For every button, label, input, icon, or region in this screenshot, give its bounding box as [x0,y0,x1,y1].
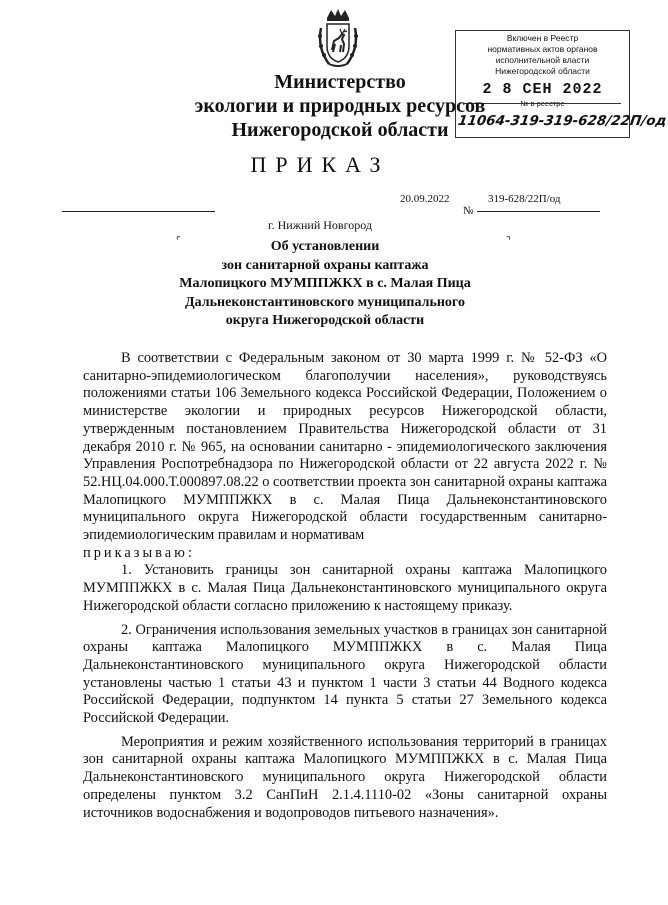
stamp-line-4: Нижегородской области [495,66,590,76]
paragraph-item-1: 1. Установить границы зон санитарной охраны каптажа Малопицкого МУМППЖКХ в с. Малая Пица Дальнеконстантиновского муниципального округа Нижегородской области согласно приложению к настоящему приказу. [83,562,607,614]
document-title [160,238,490,331]
city-name: г. Нижний Новгород [268,218,372,232]
ministry-line-2: экологии и природных ресурсов [194,95,486,117]
corner-mark-right: ⌝ [506,236,511,247]
paragraph-measures: Мероприятия и режим хозяйственного использования территорий в границах зон санитарной охраны каптажа Малопицкого МУМППЖКХ в с. Малая Пица Дальнеконстантиновского муниципального округа Нижегородской области определены пунктом 3.2 СанПиН 2.1.4.1110-02 «Зоны санитарной охраны источников водоснабжения и водопроводов питьевого назначения». [83,733,607,821]
paragraph-preamble: В соответствии с Федеральным законом от 30 марта 1999 г. № 52-ФЗ «О санитарно-эпидемиологическом благополучии населения», руководствуясь положениями статьи 106 Земельного кодекса Российской Федерации, Положением о министерстве экологии и природных ресурсов Нижегородской области, утвержденным постановлением Правительства Нижегородской области от 31 декабря 2010 г. № 965, на основании санитарно - эпидемиологического заключения Управления Роспотребнадзора по Нижегородской области от 22 августа 2022 г. № 52.НЦ.04.000.Т.000897.08.22 о соответствии проекта зон санитарной охраны каптажа Малопицкого МУМППЖКХ в с. Малая Пица Дальнеконстантиновского муниципального округа Нижегородской области государственным санитарно-эпидемиологическим правилам и нормативам [83,350,607,544]
order-number: 319-628/22П/од [488,193,561,205]
paragraph-item-2: 2. Ограничения использования земельных участков в границах зон санитарной охраны каптажа Малопицкого МУМППЖКХ в с. Малая Пица Дальнеконстантиновского муниципального округа Нижегородской области установлены частью 1 статьи 43 и пунктом 1 части 3 статьи 44 Водного кодекса Российской Федерации, подпунктом 14 пункта 5 статьи 27 Земельного кодекса Российской Федерации. [83,621,607,727]
paragraph-prikazyvayu: приказываю: [83,544,195,561]
corner-mark-left: ⌜ [176,236,181,247]
document-body [83,350,607,822]
ministry-line-3: Нижегородской области [231,119,449,141]
title-line-2: зон санитарной охраны каптажа [221,257,429,273]
title-line-3: Малопицкого МУМППЖКХ в с. Малая Пица [179,276,471,291]
title-line-4: Дальнеконстантиновского муниципального [185,294,465,310]
title-line-1: Об установлении [270,239,380,254]
date-underline [62,211,215,212]
number-sign: № [463,205,474,217]
document-type-heading: ПРИКАЗ [250,152,390,177]
ministry-header [175,70,505,142]
stamp-line-2: нормативных актов органов [487,44,598,54]
ministry-line-1: Министерство [274,71,406,93]
order-date: 20.09.2022 [400,193,450,205]
title-line-5: округа Нижегородской области [225,313,425,328]
number-underline [477,211,600,212]
stamp-registry-number: 11064-319-319-628/22П/од [456,113,668,129]
stamp-line-3: исполнительной власти [495,55,590,65]
coat-of-arms-icon [315,8,361,68]
stamp-date: 2 8 СЕН 2022 [482,81,603,98]
stamp-line-1: Включен в Реестр [506,33,579,43]
